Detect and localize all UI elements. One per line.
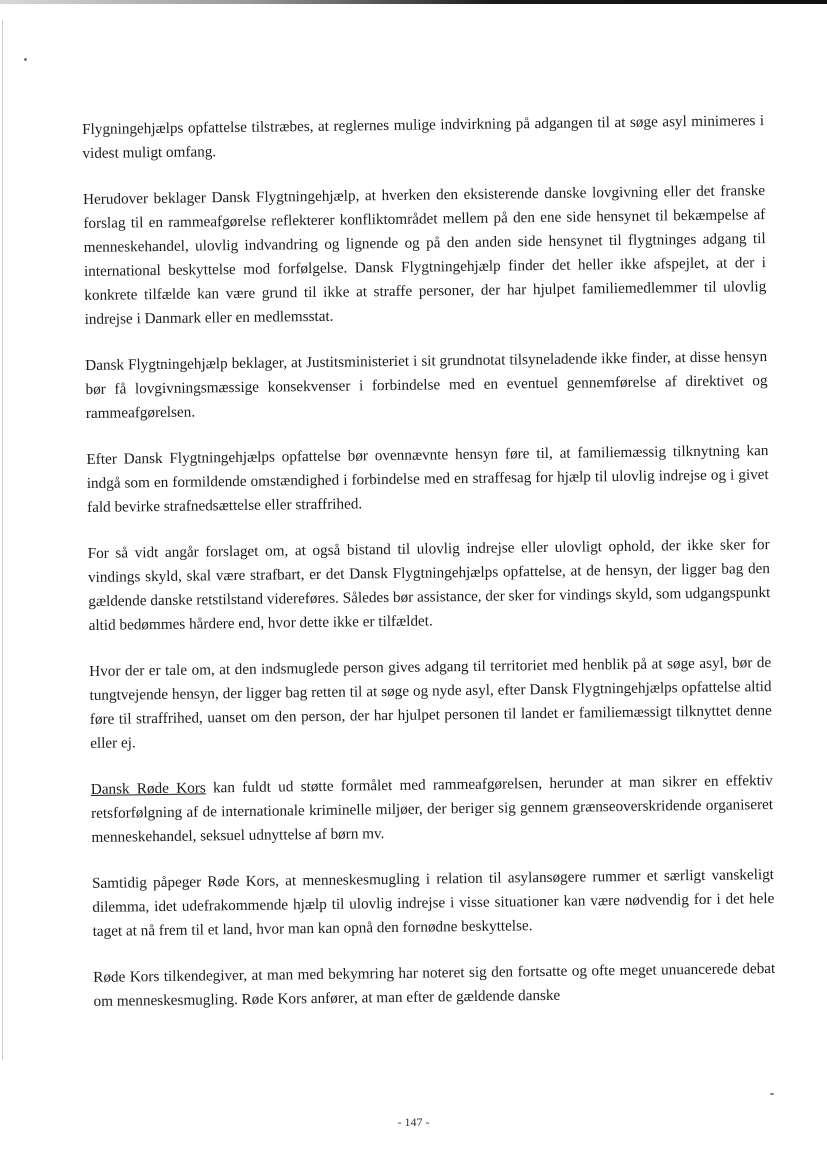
paragraph: Hvor der er tale om, at den indsmuglede person gives adgang til territoriet med henblik på at søge asyl, bør de tungtvejende hensyn, der ligger bag retten til at søge og nyde asyl, efter Dansk Flygtningehjælps opfattelse altid føre til straffrihed, uanset om den person, der har hjulpet personen til landet er familiemæssigt tilknyttet denne eller ej.	[89, 654, 772, 752]
red-cross-paragraph	[91, 769, 774, 850]
page-number: - 147 -	[397, 1115, 430, 1129]
paragraph: Efter Dansk Flygtningehjælps opfattelse bør ovennævnte hensyn føre til, at familiemæssig tilknytning kan indgå som en formildende omstændighed i forbindelse med en straffesag for hjælp til ulovlig indrejse og i givet fald bevirke strafnedsættelse eller straffrihed.	[86, 442, 769, 516]
red-cross-intro-text: kan fuldt ud støtte formålet med rammeafgørelsen, herunder at man sikrer en effektiv retsforfølgning af de internationale kriminelle miljøer, der beriger sig gennem grænseoverskridende organiseret menneskehandel, seksuel udnyttelse af børn mv.	[90, 772, 774, 846]
scan-left-edge	[2, 20, 3, 1060]
paragraph: Dansk Flygtningehjælp beklager, at Justitsministeriet i sit grundnotat tilsyneladende ikke finder, at disse hensyn bør få lovgivningsmæssige konsekvenser i forbindelse med en eventuel gennemførelse af direktivet og rammeafgørelsen.	[85, 348, 768, 422]
paragraph: Flygningehjælps opfattelse tilstræbes, at reglernes mulige indvirkning på adgangen til at søge asyl minimeres i videst muligt omfang.	[82, 112, 765, 162]
paragraph: Samtidig påpeger Røde Kors, at menneskesmugling i relation til asylansøgere rummer et særligt vanskeligt dilemma, idet udefrakommende hjælp til ulovlig indrejse i visse situationer kan være nødvendig for i det hele taget at nå frem til et land, hvor man kan opnå den fornødne beskyttelse.	[91, 866, 775, 940]
scan-speck	[770, 1093, 774, 1095]
paragraph: Herudover beklager Dansk Flygtningehjælp, at hverken den eksisterende danske lovgivning eller det franske forslag til en rammeafgørelse reflekterer konfliktområdet mellem på den ene side hensynet til bekæmpelse af menneskehandel, ulovlig indvandring og lignende og på den anden side hensynet til flygtninges adgang til international beskyttelse mod forfølgelse. Dansk Flygtningehjælp finder det heller ikke afspejlet, at der i konkrete tilfælde kan være grund til ikke at straffe personer, der har hjulpet familiemedlemmer til ulovlig indrejse i Danmark eller en medlemsstat.	[82, 182, 767, 328]
paragraph: Røde Kors tilkendegiver, at man med bekymring har noteret sig den fortsatte og ofte meget unuancerede debat om menneskesmugling. Røde Kors anfører, at man efter de gældende danske	[93, 960, 776, 1010]
document-body	[82, 109, 776, 1036]
scan-speck	[24, 58, 27, 61]
scan-top-edge	[0, 0, 827, 4]
paragraph: For så vidt angår forslaget om, at også bistand til ulovlig indrejse eller ulovligt ophold, der ikke sker for vindings skyld, skal være strafbart, er det Dansk Flygtningehjælps opfattelse, at de hensyn, der ligger bag den gældende danske retstilstand videreføres. Således bør assistance, der sker for vindings skyld, som udgangspunkt altid bedømmes hårdere end, hvor dette ikke er tilfældet.	[87, 536, 771, 634]
red-cross-heading: Dansk Røde Kors	[90, 779, 206, 798]
